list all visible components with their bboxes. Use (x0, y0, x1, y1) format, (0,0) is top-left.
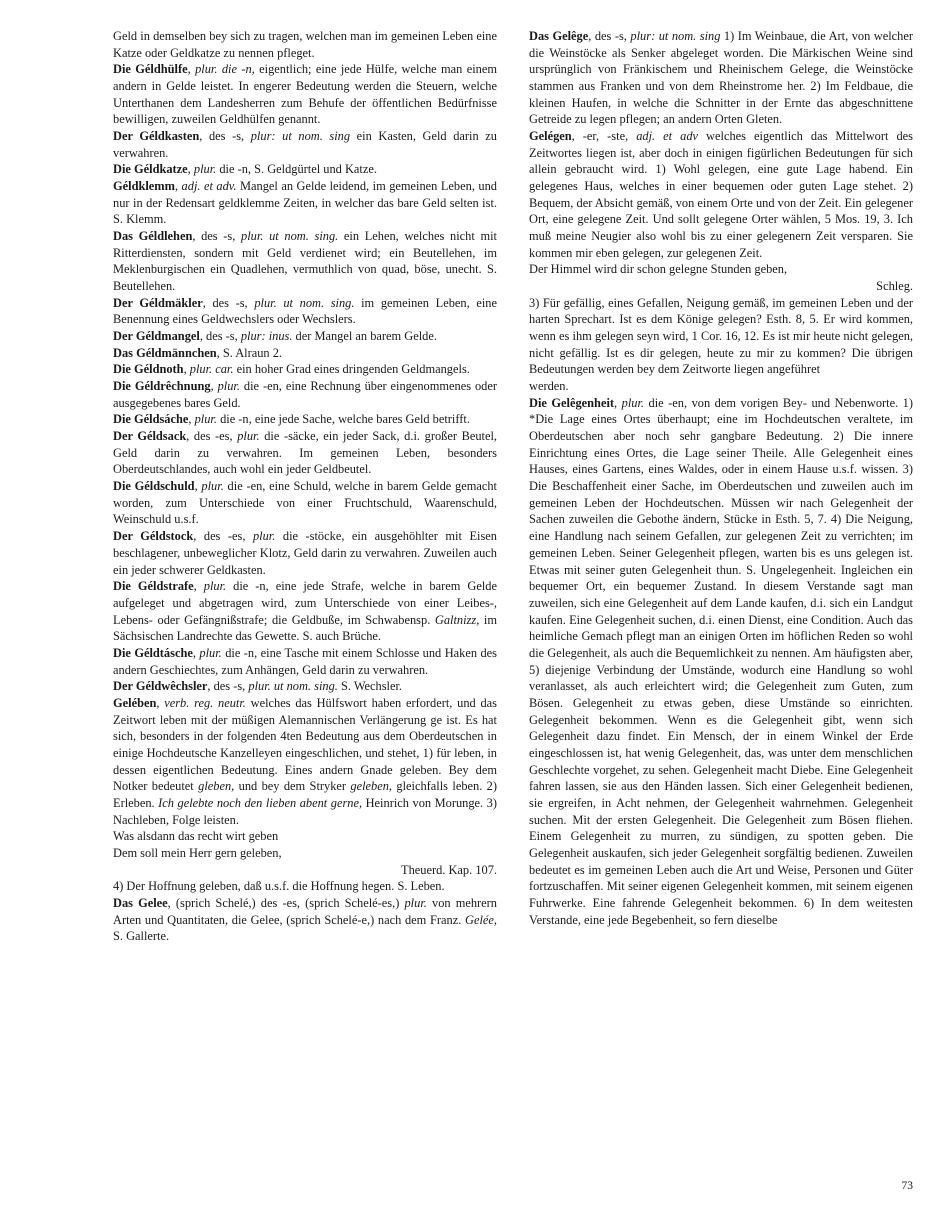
entry-paragraph: Die Gelêgenheit, plur. die -en, von dem vorigen Bey- und Nebenworte. 1) *Die Lage eines Ortes überhaupt; eine im Hochdeutschen veraltete, im Oberdeutschen aber noch sehr gangbare Bedeutung. 2) Die innere Einrichtung eines Ortes, die Lage seiner Theile. Alle Gelegenheit eines Hauses, eines Gartens, eines Waldes, oder in einem Hause u.s.f. wissen. 3) Die Beschaffenheit einer Sache, im Oberdeutschen und zuweilen auch im gemeinen Leben der Hochdeutschen. Müssen wir nach Gelegenheit der Sachen zuweilen die Gebothe ändern, Stücke in Esth. 5, 7. 4) Die Neigung, eine Handlung nach seinem Gefallen, zur gelegenen Zeit zu verrichten; im gemeinen Leben. Seiner Gelegenheit pflegen, warten bis es uns gelegen ist. Etwas mit seiner guten Gelegenheit thun. S. Ungelegenheit. Ingleichen ein bequemer Ort, ein bequemer Zustand. In diesem Verstande sagt man zuweilen, sich eine Gelegenheit auf dem Lande kaufen, d.i. sich ein Landgut kaufen. Eine Gelegenheit suchen, d.i. einen Dienst, eine Condition. Auch das heimliche Gemach pflegt man an einigen Orten im höflichen Reden so wohl die Gelegenheit, als auch die Bequemlichkeit zu nennen. Am häufigsten aber, 5) diejenige Verbindung der Umstände, wodurch eine Handlung so wohl veranlasset, als auch erleichtert wird; die Gelegenheit zum Guten, zum Bösen. Gelegenheit zu etwas geben, diese Umstände so einrichten. Gelegenheit bekommen. Wenn es die Gelegenheit gibt, wenn sich Gelegenheit dazu findet. Ein Mensch, der in einem Winkel der Erde eingeschlossen ist, hat wenig Gelegenheit, das, was unter dem menschlichen Geschlechte vorgehet, zu sehen. Gelegenheit macht Diebe. Eine Gelegenheit fahren lassen, sie aus den Händen lassen. Sich einer Gelegenheit bedienen, sie ergreifen, in Acht nehmen, der Gelegenheit wahrnehmen. Gelegenheit suchen. Mit der ersten Gelegenheit. Die Gelegenheit zum Bösen fliehen. Einem Gelegenheit zu murren, zu sündigen, zu spotten geben. Die Gelegenheit auskaufen, sich jeder Gelegenheit sorgfältig bedienen. Zuweilen bedeutet es im gemeinen Leben auch die Art und Weise, Personen und Güter fortzuschaffen. Mit seiner eigenen Gelegenheit kommen, mit seinem eigenen Fuhrwerke. Eine fahrende Gelegenheit bekommen. 6) In dem weitesten Verstande, eine jede Begebenheit, so fern dieselbe (529, 395, 914, 927)
two-column-body (113, 28, 913, 1158)
source-citation: Theuerd. Kap. 107. (401, 862, 497, 877)
entry-paragraph: Die Géldtásche, plur. die -n, eine Tasche mit einem Schlosse und Haken des andern Geschiechtes, zum Anhängen, Geld darin zu verwahren. (113, 645, 497, 677)
entry-paragraph: Géldklemm, adj. et adv. Mangel an Gelde leidend, im gemeinen Leben, und nur in der Redensart geldklemme Zeiten, in welcher das bare Geld selten ist. S. Klemm. (113, 179, 497, 227)
entry-paragraph: Das Gelêge, des -s, plur: ut nom. sing 1) Im Weinbaue, die Art, von welcher die Weinstöcke als Senker abgeleget worden. Die Märkischen Weine sind ursprünglich von Fränkischem und Rheinischem Gelege, die Weinstöcke stammen aus Franken und von dem Rheinstrome her. 2) Im Feldbaue, die kleinen Haufen, in welche die Schnitter in der Ernte das abgeschnittene Getreide zu legen pflegen; an andern Orten Gleten. (529, 29, 913, 127)
entry-paragraph: Der Géldmangel, des -s, plur: inus. der Mangel an barem Gelde. (113, 329, 437, 344)
entry-paragraph: werden. (529, 379, 569, 394)
entry-paragraph: Das Géldlehen, des -s, plur. ut nom. sing. ein Lehen, welches nicht mit Ritterdiensten, sondern mit Geld verdienet wird; ein Beutellehen, im Meklenburgischen ein Quadlehen, vermuthlich von quad, böse, unecht. S. Beutellehen. (113, 229, 498, 294)
entry-paragraph: Geld in demselben bey sich zu tragen, welchen man im gemeinen Leben eine Katze oder Geldkatze zu nennen pfleget. (113, 29, 497, 60)
entry-paragraph: Das Gelee, (sprich Schelé,) des -es, (sprich Schelé-es,) plur. von mehrern Arten und Quantitaten, die Gelee, (sprich Schelé-e,) nach dem Franz. Gelée, S. Gallerte. (113, 895, 497, 944)
source-citation: Schleg. (876, 279, 913, 294)
verse-line: Der Himmel wird dir schon gelegne Stunden geben, (529, 262, 788, 277)
verse-line: Dem soll mein Herr gern geleben, (113, 845, 282, 860)
entry-paragraph: Der Géldsack, des -es, plur. die -säcke, ein jeder Sack, d.i. großer Beutel, Geld darin zu verwahren. Im gemeinen Leben, besonders Oberdeutschlandes, auch wohl ein jeder Geldbeutel. (113, 429, 498, 477)
entry-paragraph: Die Géldstrafe, plur. die -n, eine jede Strafe, welche in barem Gelde aufgeleget und abgetragen wird, zum Unterschiede von einer Leibes-, Lebens- oder Gefängnißstrafe; die Geldbuße, im Schwabensp. Galtnizz, im Sächsischen Landrechte das Gewette. S. auch Brüche. (113, 579, 497, 644)
entry-paragraph: 3) Für gefällig, eines Gefallen, Neigung gemäß, im gemeinen Leben und der harten Sprechart. Ist es dem Könige gelegen? Esth. 8, 5. Er wird kommen, wenn es ihm gelegen seyn wird, 1 Cor. 16, 12. Es ist mir heute nicht gelegen, nicht gefällig. Ist es dir gelegen, heute zu mir zu kommen? Die übrigen Bedeutungen werden bey dem Zeitworte liegen angeführet (529, 295, 913, 377)
entry-paragraph: 4) Der Hoffnung geleben, daß u.s.f. die Hoffnung hegen. S. Leben. (113, 879, 445, 894)
verse-line: Was alsdann das recht wirt geben (113, 829, 279, 844)
left-column (113, 28, 497, 1158)
entry-paragraph: Gelégen, -er, -ste, adj. et adv welches eigentlich das Mittelwort des Zeitwortes liegen ist, aber doch in einigen figürlichen Bedeutungen für sich allein gebraucht wird. 1) Wohl gelegen, eine gute Lage habend. Ein gelegenes Haus, welches in einer bequemen oder guten Lage stehet. 2) Bequem, der Absicht gemäß, von einem Orte und von der Zeit. Ein gelegener Ort, eine gelegene Zeit. Und sollt gelegene Orter wählen, 5 Mos. 19, 3. Ich muß meine Neugier also wohl bis zu einer gelegenern Zeit versparen. Sie kommen mir eben gelegen, zur gelegenen Zeit. (529, 129, 913, 260)
entry-paragraph: Das Géldmännchen, S. Alraun 2. (113, 345, 283, 360)
entry-paragraph: Der Géldstock, des -es, plur. die -stöcke, ein ausgehöhlter mit Eisen beschlagener, unbeweglicher Klotz, Geld darin zu verwahren. Zuweilen auch ein jeder schwerer Geldkasten. (113, 529, 497, 577)
right-column (529, 28, 913, 1158)
entry-paragraph: Der Géldwêchsler, des -s, plur. ut nom. sing. S. Wechsler. (113, 679, 403, 694)
page-number: 73 (901, 1180, 913, 1192)
entry-paragraph: Die Géldrêchnung, plur. die -en, eine Rechnung über eingenommenes oder ausgegebenes bares Geld. (113, 379, 497, 410)
entry-paragraph: Die Géldschuld, plur. die -en, eine Schuld, welche in barem Gelde gemacht worden, zum Unterschiede von einer Fruchtschuld, Waarenschuld, Weinschuld u.s.f. (113, 479, 498, 527)
entry-paragraph: Gelében, verb. reg. neutr. welches das Hülfswort haben erfordert, und das Zeitwort leben mit der müßigen Alemannischen Verlängerung ge ist. Es hat sich, besonders in der folgenden 4ten Bedeutung aus dem Oberdeutschen in einige Hochdeutsche Kanzelleyen eingeschlichen, und stehet, 1) für leben, in dessen eigentlichen Bedeutung. Eines andern Gnade geleben. Bey dem Notker bedeutet gleben, und bey dem Stryker geleben, gleichfalls leben. 2) Erleben. Ich gelebte noch den lieben abent gerne, Heinrich von Morunge. 3) Nachleben, Folge leisten. (113, 695, 497, 827)
entry-paragraph: Die Géldkatze, plur. die -n, S. Geldgürtel und Katze. (113, 162, 377, 177)
entry-paragraph: Die Géldhülfe, plur. die -n, eigentlich; eine jede Hülfe, welche man einem andern in Gelde leistet. In engerer Bedeutung werden die Steuern, welche Unterthanen dem Landesherren zum Behufe der öffentlichen Bedürfnisse bewilligen, zuweilen Geldhülfen genannt. (113, 62, 497, 127)
entry-paragraph: Der Géldmäkler, des -s, plur. ut nom. sing. im gemeinen Leben, eine Benennung eines Geldwechslers oder Wechslers. (113, 295, 497, 327)
entry-paragraph: Die Géldnoth, plur. car. ein hoher Grad eines dringenden Geldmangels. (113, 362, 470, 377)
entry-paragraph: Die Géldsáche, plur. die -n, eine jede Sache, welche bares Geld betrifft. (113, 412, 470, 427)
entry-paragraph: Der Géldkasten, des -s, plur: ut nom. sing ein Kasten, Geld darin zu verwahren. (113, 129, 497, 160)
